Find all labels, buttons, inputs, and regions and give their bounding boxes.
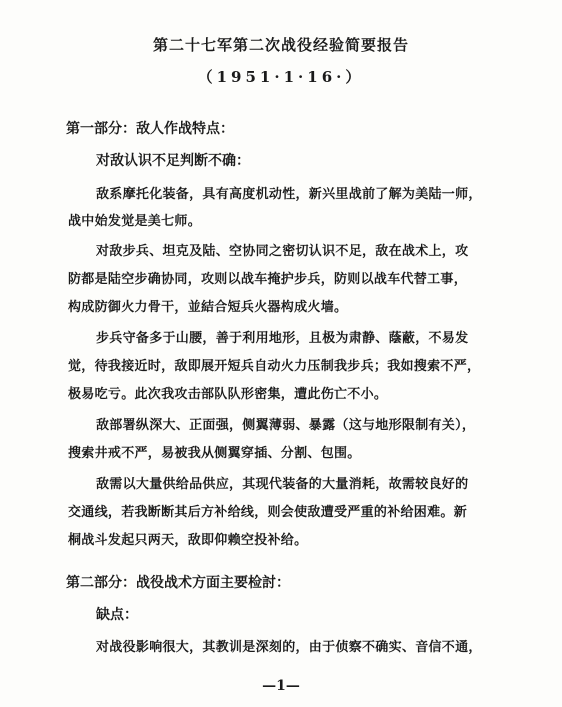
page-number: —1— — [262, 678, 300, 694]
paragraph-line: 觉，待我接近时，敌即展开短兵自动火力压制我步兵；我如搜索不严， — [68, 359, 481, 374]
paragraph-line: 战中始发觉是美七师。 — [68, 214, 202, 229]
document-title: 第二十七军第二次战役经验简要报告 — [152, 36, 409, 54]
paragraph-line: 对战役影响很大，其教训是深刻的，由于侦察不确实、音信不通， — [96, 640, 482, 655]
paragraph-line: 桐战斗发起只两天，敌即仰赖空投补给。 — [68, 533, 308, 548]
section-heading: 第一部分：敌人作战特点： — [66, 121, 234, 137]
paragraph-line: 敌部署纵深大、正面强，侧翼薄弱、暴露（这与地形限制有关）， — [96, 418, 476, 433]
sub-heading: 缺点： — [96, 607, 138, 623]
paragraph-line: 对敌步兵、坦克及陆、空协同之密切认识不足，敌在战术上，攻 — [96, 244, 469, 259]
paragraph-line: 防都是陆空步确协同，攻则以战车掩护步兵，防则以战车代替工事， — [68, 272, 468, 287]
paragraph-line: 搜索井戒不严，易被我从侧翼穿插、分割、包围。 — [68, 446, 361, 461]
document-date: （1951·1·16·） — [197, 68, 365, 86]
sub-heading: 对敌认识不足判断不确： — [96, 153, 250, 169]
paragraph-line: 交通线，若我断断其后方补给线，则会使敌遭受严重的补给困难。新 — [68, 505, 468, 520]
paragraph-line: 极易吃亏。此次我攻击部队队形密集，遭此伤亡不小。 — [68, 387, 388, 402]
paragraph-line: 敌需以大量供给品供应，其现代装备的大量消耗，故需较良好的 — [96, 477, 469, 492]
paragraph-line: 敌系摩托化装备，具有高度机动性，新兴里战前了解为美陆一师， — [96, 187, 482, 202]
paragraph-line: 步兵守备多于山腰，善于利用地形，且极为肃静、蔭蔽，不易发 — [96, 331, 469, 346]
paragraph-line: 构成防御火力骨干，並結合短兵火器构成火墙。 — [68, 300, 348, 315]
section-heading: 第二部分：战役战术方面主要检討： — [66, 575, 290, 591]
